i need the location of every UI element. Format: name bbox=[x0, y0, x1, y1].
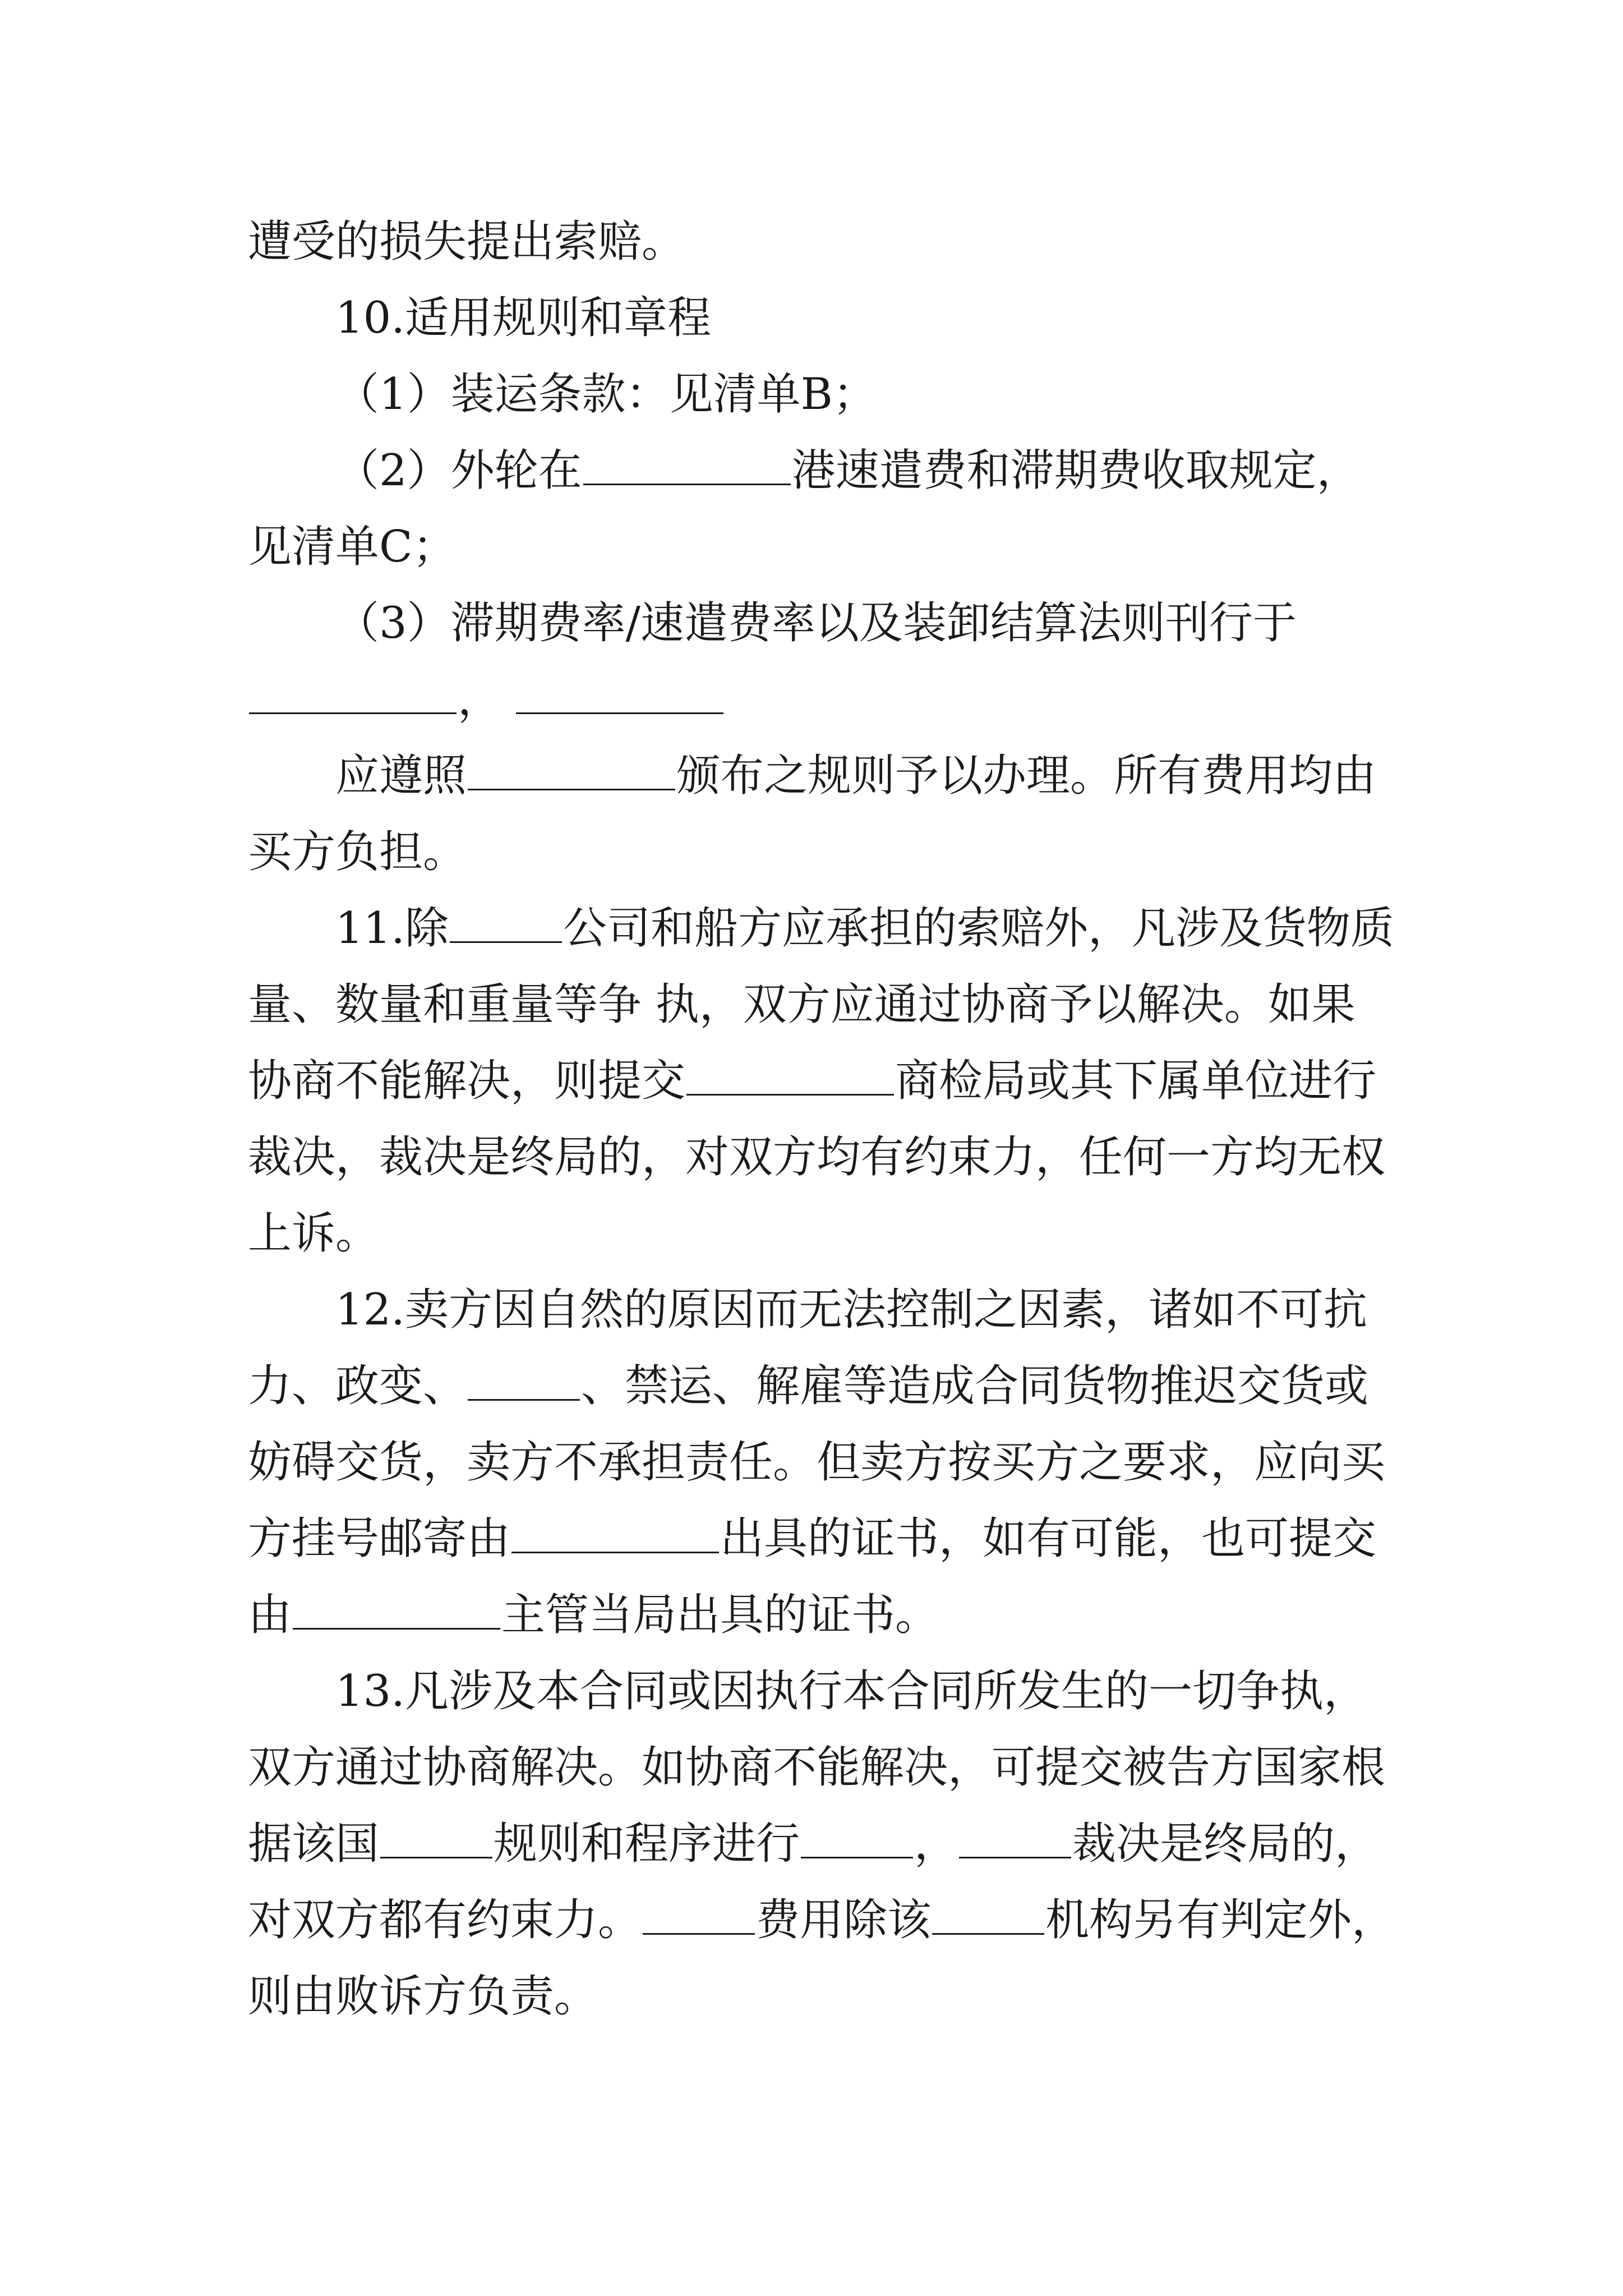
text-segment: 公司和船方应承担的索赔外，凡涉及货物质 bbox=[563, 903, 1395, 954]
text-line bbox=[248, 1584, 1386, 1660]
paragraph-10-1 bbox=[248, 363, 1386, 439]
text-line bbox=[248, 1812, 1386, 1889]
text-line: 13.凡涉及本合同或因执行本合同所发生的一切争执， bbox=[335, 1666, 1368, 1717]
fill-blank bbox=[932, 1889, 1044, 1935]
text-segment: 颁布之规则予以办理。所有费用均由 bbox=[676, 751, 1377, 801]
paragraph-11 bbox=[248, 897, 1395, 1278]
text-segment: （2）外轮在 bbox=[335, 445, 582, 496]
paragraph-12 bbox=[248, 1278, 1386, 1660]
fill-blank bbox=[511, 1508, 719, 1553]
text-line: 双方通过协商解决。如协商不能解决，可提交被告方国家根 bbox=[248, 1742, 1386, 1793]
text-segment: 应遵照 bbox=[335, 751, 467, 801]
fill-blank bbox=[801, 1813, 913, 1858]
fill-blank bbox=[380, 1813, 492, 1858]
paragraph-13 bbox=[248, 1660, 1396, 2041]
text-segment: 机构另有判定外， bbox=[1045, 1895, 1396, 1945]
text-line: 裁决，裁决是终局的，对双方均有约束力，任何一方均无权 bbox=[248, 1132, 1386, 1182]
text-line bbox=[248, 1050, 1386, 1126]
text-line: 遭受的损失提出索赔。 bbox=[248, 217, 686, 267]
text-line bbox=[248, 744, 1386, 821]
fill-blank bbox=[468, 745, 675, 790]
text-segment: 由 bbox=[248, 1590, 292, 1640]
text-line bbox=[248, 668, 1386, 744]
text-segment: 方挂号邮寄由 bbox=[248, 1513, 511, 1564]
paragraph-9-end bbox=[248, 210, 1386, 287]
text-segment: 商检局或其下属单位进行 bbox=[895, 1056, 1377, 1106]
text-line: 买方负担。 bbox=[248, 827, 467, 877]
text-line bbox=[248, 1355, 1386, 1431]
fill-blank bbox=[468, 1355, 580, 1401]
text-segment: 据该国 bbox=[248, 1819, 380, 1869]
text-segment: 协商不能解决，则提交 bbox=[248, 1056, 686, 1106]
text-line bbox=[248, 1889, 1396, 1965]
paragraph-10-2 bbox=[248, 439, 1386, 592]
text-line: 10.适用规则和章程 bbox=[335, 293, 712, 343]
text-segment: 、禁运、解雇等造成合同货物推迟交货或 bbox=[581, 1361, 1369, 1411]
text-segment: 11.除 bbox=[335, 903, 449, 954]
text-line bbox=[248, 439, 1386, 516]
text-line: （3）滞期费率/速遣费率以及装卸结算法则刊行于 bbox=[335, 598, 1297, 648]
text-line: 上诉。 bbox=[248, 1208, 380, 1259]
text-line: 妨碍交货，卖方不承担责任。但卖方按买方之要求，应向买 bbox=[248, 1437, 1386, 1488]
paragraph-10-heading bbox=[248, 287, 1386, 363]
text-segment: 规则和程序进行 bbox=[494, 1819, 800, 1869]
text-line: （1）装运条款：见清单B； bbox=[335, 369, 877, 420]
fill-blank bbox=[686, 1050, 894, 1096]
text-line bbox=[248, 897, 1395, 973]
text-segment: 裁决是终局的， bbox=[1072, 1819, 1379, 1869]
text-line: 则由败诉方负责。 bbox=[248, 1971, 598, 2022]
text-segment: 主管当局出具的证书。 bbox=[501, 1590, 939, 1640]
text-segment: 港速遣费和滞期费收取规定， bbox=[791, 445, 1361, 496]
paragraph-10-3 bbox=[248, 592, 1386, 897]
text-segment: 对双方都有约束力。 bbox=[248, 1895, 642, 1945]
fill-blank bbox=[450, 898, 562, 943]
text-line bbox=[248, 1507, 1386, 1584]
fill-blank bbox=[293, 1584, 500, 1630]
text-line: 12.卖方因自然的原因而无法控制之因素，诸如不可抗 bbox=[335, 1285, 1368, 1335]
fill-blank bbox=[516, 669, 723, 714]
text-line: 见清单C； bbox=[248, 522, 457, 572]
text-segment: 费用除该 bbox=[756, 1895, 932, 1945]
fill-blank bbox=[249, 669, 457, 714]
text-segment: 出具的证书，如有可能，也可提交 bbox=[720, 1513, 1377, 1564]
text-segment: ， bbox=[914, 1819, 958, 1869]
fill-blank bbox=[583, 440, 791, 485]
document-body bbox=[248, 210, 1396, 2041]
fill-blank bbox=[643, 1889, 755, 1935]
text-segment: 力、政变、 bbox=[248, 1361, 467, 1411]
fill-blank bbox=[959, 1813, 1071, 1858]
text-line: 量、数量和重量等争 执，双方应通过协商予以解决。如果 bbox=[248, 979, 1355, 1030]
text-segment: ， bbox=[458, 674, 502, 725]
